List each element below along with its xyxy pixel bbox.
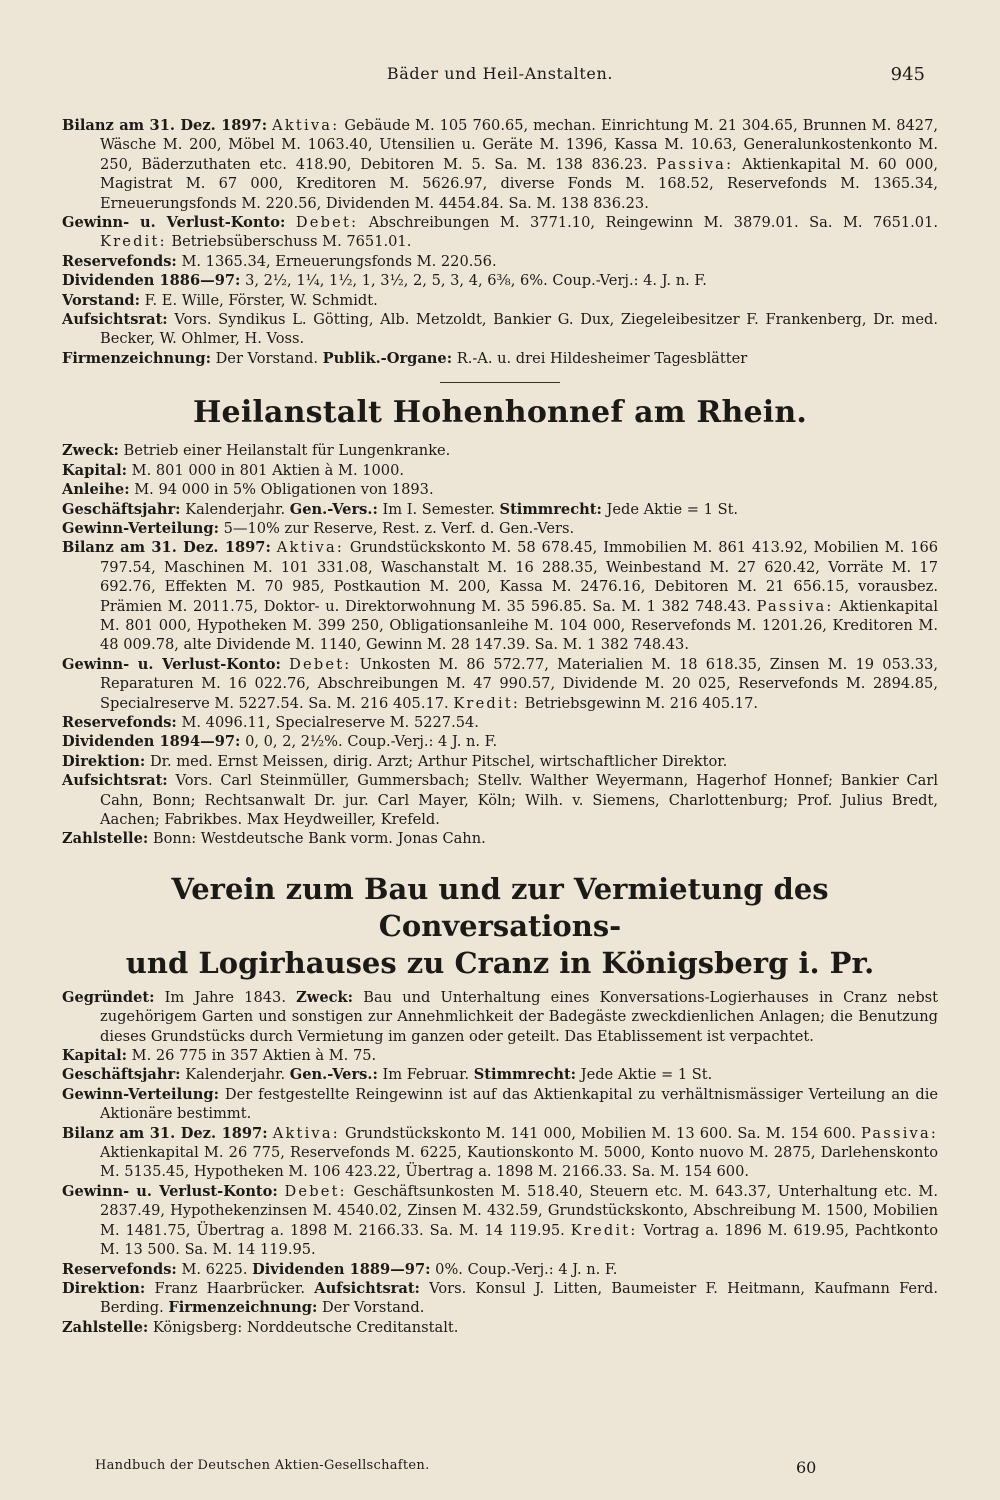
footer-signature: 60 [796,1458,817,1477]
entry-text: F. E. Wille, Förster, W. Schmidt. [144,291,378,309]
entry-label: Gen.-Vers.: [289,1066,378,1084]
s2-dividenden [62,732,938,751]
s2-anleihe [62,480,938,499]
entry-label: Publik.-Organe: [322,349,453,367]
entry-label: Reservefonds: [62,713,177,731]
running-title: Bäder und Heil-Anstalten. [386,64,614,83]
entry-text: Vors. Carl Steinmüller, Gummersbach; Stellv. Walther Weyermann, Hagerhof Honnef; Bankier Carl Cahn, Bonn; Rechtsanwalt Dr. jur. Carl Mayer, Köln; Wilh. v. Siemens, Charlottenburg; Prof. Julius Bredt, Aachen; Fabrikbes. Max Heydweiller, Krefeld. [100,772,939,828]
entry-text: M. 801 000 in 801 Aktien à M. 1000. [131,461,405,479]
s1-reservefonds [62,252,938,271]
entry-sublabel: Aktiva: [276,539,344,557]
entry-text: Grundstückskonto M. 141 000, Mobilien M. 13 600. Sa. M. 154 600. [345,1124,856,1142]
page-number: 945 [890,64,925,85]
section-title: Heilanstalt Hohenhonnef am Rhein. [192,395,807,431]
entry-text: Geschäftsunkosten M. 518.40, Steuern etc. M. 643.37, Unterhaltung etc. M. 2837.49, Hypothekenzinsen M. 4540.02, Zinsen M. 432.59, Grundstückskonto, Abschreibung M. 1500, Mobilien M. 1481.75, Übertrag a. 1898 M. 2166.33. Sa. M. 14 119.95. [100,1182,939,1239]
s1-dividenden [62,271,938,290]
entry-text: Gebäude M. 105 760.65, mechan. Einrichtung M. 21 304.65, Brunnen M. 8427, Wäsche M. 200, Möbel M. 1063.40, Utensilien u. Geräte M. 1396, Kassa M. 10.63, Generalunkostenkonto M. 250, Bäderzuthaten etc. 418.90, Debitoren M. 5. Sa. M. 138 836.23. [100,117,939,173]
entry-text: Der festgestellte Reingewinn ist auf das Aktienkapital zu verhältnismässiger Verteilung an die Aktionäre bestimmt. [100,1085,939,1123]
s2-geschaeftsjahr [62,500,938,519]
s2-gewinnverteilung [62,519,938,538]
entry-label: Gewinn-Verteilung: [62,519,219,537]
entry-label: Gegründet: [62,988,155,1006]
s2-reservefonds [62,713,938,732]
entry-text: Kalenderjahr. [185,1066,286,1084]
entry-label: Direktion: [62,752,146,770]
entry-text: Vortrag a. 1896 M. 619.95, Pachtkonto M. 13 500. Sa. M. 14 119.95. [100,1221,938,1259]
running-head [0,64,1000,88]
section-title [62,871,938,982]
s3-kapital [62,1046,938,1065]
entry-label: Direktion: [62,1279,146,1297]
entry-label: Bilanz am 31. Dez. 1897: [62,1124,268,1142]
entry-sublabel: Debet: [289,655,352,673]
entry-text: Dr. med. Ernst Meissen, dirig. Arzt; Arthur Pitschel, wirtschaftlicher Direktor. [149,752,728,770]
entry-label: Aufsichtsrat: [62,311,168,329]
s3-gegruendet [62,988,938,1046]
entry-text: Aktienkapital M. 60 000, Magistrat M. 67 000, Kreditoren M. 5626.97, diverse Fonds M. 168.52, Reservefonds M. 1365.34, Erneuerungsfonds M. 220.56, Dividenden M. 4454.84. Sa. M. 138 836.23. [100,155,938,212]
s1-vorstand [62,291,938,310]
entry-text: Franz Haarbrücker. [154,1279,306,1297]
s3-zahlstelle [62,1318,938,1337]
entry-text: 3, 2½, 1¼, 1½, 1, 3½, 2, 5, 3, 4, 6⅜, 6%. Coup.-Verj.: 4. J. n. F. [245,272,707,290]
entry-label: Reservefonds: [62,1260,177,1278]
entry-text: Im Jahre 1843. [164,988,286,1006]
entry-label: Geschäftsjahr: [62,500,181,518]
entry-sublabel: Passiva: [756,597,834,615]
s3-geschaeftsjahr [62,1065,938,1084]
section-divider [440,382,560,383]
entry-text: Aktienkapital M. 801 000, Hypotheken M. 399 250, Obligationsanleihe M. 104 000, Reservefonds M. 1201.26, Kreditoren M. 48 009.78, alte Dividende M. 1140, Gewinn M. 28 147.39. Sa. M. 1 382 748.43. [100,597,939,654]
entry-text: Der Vorstand. [215,349,318,367]
entry-label: Gewinn-Verteilung: [62,1085,219,1103]
entry-text: Vors. Syndikus L. Götting, Alb. Metzoldt, Bankier G. Dux, Ziegeleibesitzer F. Frankenberg, Dr. med. Becker, W. Ohlmer, H. Voss. [100,311,938,348]
entry-label: Dividenden 1886—97: [62,272,241,290]
entry-label: Gewinn- u. Verlust-Konto: [62,1182,278,1200]
entry-text: Vors. Konsul J. Litten, Baumeister F. Heitmann, Kaufmann Ferd. Berding. [100,1279,939,1317]
entry-text: 0, 0, 2, 2½%. Coup.-Verj.: 4 J. n. F. [245,733,498,751]
entry-text: Jede Aktie = 1 St. [606,500,739,518]
entry-label: Firmenzeichnung: [62,349,211,367]
entry-text: Aktienkapital M. 26 775, Reservefonds M. 6225, Kautionskonto M. 5000, Konto nuovo M. 2875, Darlehenskonto M. 5135.45, Hypotheken M. 106 423.22, Übertrag a. 1898 M. 2166.33. Sa. M. 154 600. [100,1144,938,1181]
page-footer [0,1458,1000,1480]
spacer [62,849,938,871]
entry-text: M. 6225. [181,1260,248,1278]
entry-sublabel: Kredit: [100,233,167,251]
s3-gewinnverteilung [62,1085,938,1124]
s3-direktion [62,1279,938,1318]
s2-aufsichtsrat [62,771,938,829]
entry-label: Anleihe: [62,481,130,499]
s1-bilanz [62,116,938,213]
entry-text: M. 94 000 in 5% Obligationen von 1893. [134,481,434,499]
entry-label: Dividenden 1894—97: [62,733,241,751]
entry-sublabel: Passiva: [656,155,734,173]
entry-label: Stimmrecht: [473,1066,577,1084]
s2-direktion [62,752,938,771]
s3-bilanz [62,1124,938,1182]
s1-firmenzeichnung [62,349,938,368]
entry-text: Bau und Unterhaltung eines Konversations-Logierhauses in Cranz nebst zugehörigem Garten und sonstigen zur Annehmlichkeit der Badegäste zweckdienlichen Anlagen; die Benutzung dieses Grundstücks durch Vermietung im ganzen oder geteilt. Das Etablissement ist verpachtet. [100,988,939,1045]
entry-sublabel: Kredit: [570,1221,638,1239]
entry-sublabel: Debet: [284,1182,347,1200]
entry-text: M. 4096.11, Specialreserve M. 5227.54. [181,713,479,731]
s2-bilanz [62,538,938,654]
entry-label: Aufsichtsrat: [314,1279,420,1297]
entry-label: Aufsichtsrat: [62,772,168,790]
entry-label: Stimmrecht: [499,500,602,518]
entry-sublabel: Aktiva: [272,117,340,134]
entry-text: Im Februar. [382,1066,470,1084]
entry-text: Betriebsüberschuss M. 7651.01. [171,233,412,251]
entry-sublabel: Aktiva: [272,1124,340,1142]
entry-label: Zahlstelle: [62,1318,149,1336]
section-title-line: Verein zum Bau und zur Vermietung des Conversations- [171,871,829,943]
entry-label: Bilanz am 31. Dez. 1897: [62,117,268,134]
s2-zweck [62,441,938,460]
entry-text: R.-A. u. drei Hildesheimer Tagesblätter [456,349,748,367]
entry-sublabel: Kredit: [453,694,521,712]
entry-label: Gen.-Vers.: [289,500,378,518]
entry-text: Jede Aktie = 1 St. [580,1066,713,1084]
entry-text: Unkosten M. 86 572.77, Materialien M. 18 618.35, Zinsen M. 19 053.33, Reparaturen M. 16 022.76, Abschreibungen M. 47 990.57, Dividende M. 20 025, Reservefonds M. 2894.85, Specialreserve M. 5227.54. Sa. M. 216 405.17. [100,655,939,712]
entry-label: Gewinn- u. Verlust-Konto: [62,655,281,673]
s2-zahlstelle [62,829,938,848]
entry-label: Geschäftsjahr: [62,1066,181,1084]
entry-text: Der Vorstand. [321,1299,425,1317]
entry-text: Betriebsgewinn M. 216 405.17. [524,694,759,712]
entry-text: 0%. Coup.-Verj.: 4 J. n. F. [435,1260,618,1278]
entry-label: Zahlstelle: [62,830,149,848]
s1-aufsichtsrat [62,310,938,349]
entry-text: M. 1365.34, Erneuerungsfonds M. 220.56. [181,252,497,270]
entry-sublabel: Debet: [295,214,359,232]
entry-label: Zweck: [296,988,354,1006]
s1-guv [62,213,938,252]
entry-label: Bilanz am 31. Dez. 1897: [62,539,271,557]
entry-text: Abschreibungen M. 3771.10, Reingewinn M. 3879.01. Sa. M. 7651.01. [368,214,939,232]
entry-text: Betrieb einer Heilanstalt für Lungenkranke. [123,442,451,460]
entry-text: Grundstückskonto M. 58 678.45, Immobilien M. 861 413.92, Mobilien M. 166 797.54, Maschinen M. 101 331.08, Waschanstalt M. 16 288.35, Weinbestand M. 27 620.42, Vorräte M. 17 692.76, Effekten M. 70 985, Postkaution M. 200, Kassa M. 2476.16, Debitoren M. 21 656.15, vorausbez. Prämien M. 2011.75, Doktor- u. Direktorwohnung M. 35 596.85. Sa. M. 1 382 748.43. [100,539,939,615]
entry-label: Firmenzeichnung: [168,1299,318,1317]
s3-reservefonds [62,1260,938,1279]
entry-sublabel: Passiva: [861,1124,939,1142]
s2-kapital [62,461,938,480]
entry-text: Im I. Semester. [382,500,495,518]
s3-guv [62,1182,938,1260]
entry-label: Dividenden 1889—97: [252,1260,431,1278]
entry-text: 5—10% zur Reserve, Rest. z. Verf. d. Gen.-Vers. [223,519,575,537]
entry-label: Vorstand: [62,291,141,309]
s2-guv [62,655,938,713]
footer-publication: Handbuch der Deutschen Aktien-Gesellschaften. [95,1458,430,1473]
entry-text: M. 26 775 in 357 Aktien à M. 75. [131,1047,377,1065]
page-content [62,116,938,1337]
entry-text: Königsberg: Norddeutsche Creditanstalt. [152,1318,459,1336]
entry-label: Gewinn- u. Verlust-Konto: [62,214,286,232]
entry-label: Kapital: [62,461,128,479]
section-title-line: und Logirhauses zu Cranz in Königsberg i. Pr. [125,945,875,980]
entry-text: Bonn: Westdeutsche Bank vorm. Jonas Cahn. [152,830,486,848]
entry-label: Reservefonds: [62,252,177,270]
entry-text: Kalenderjahr. [185,500,286,518]
entry-label: Zweck: [62,442,119,460]
entry-label: Kapital: [62,1047,128,1065]
